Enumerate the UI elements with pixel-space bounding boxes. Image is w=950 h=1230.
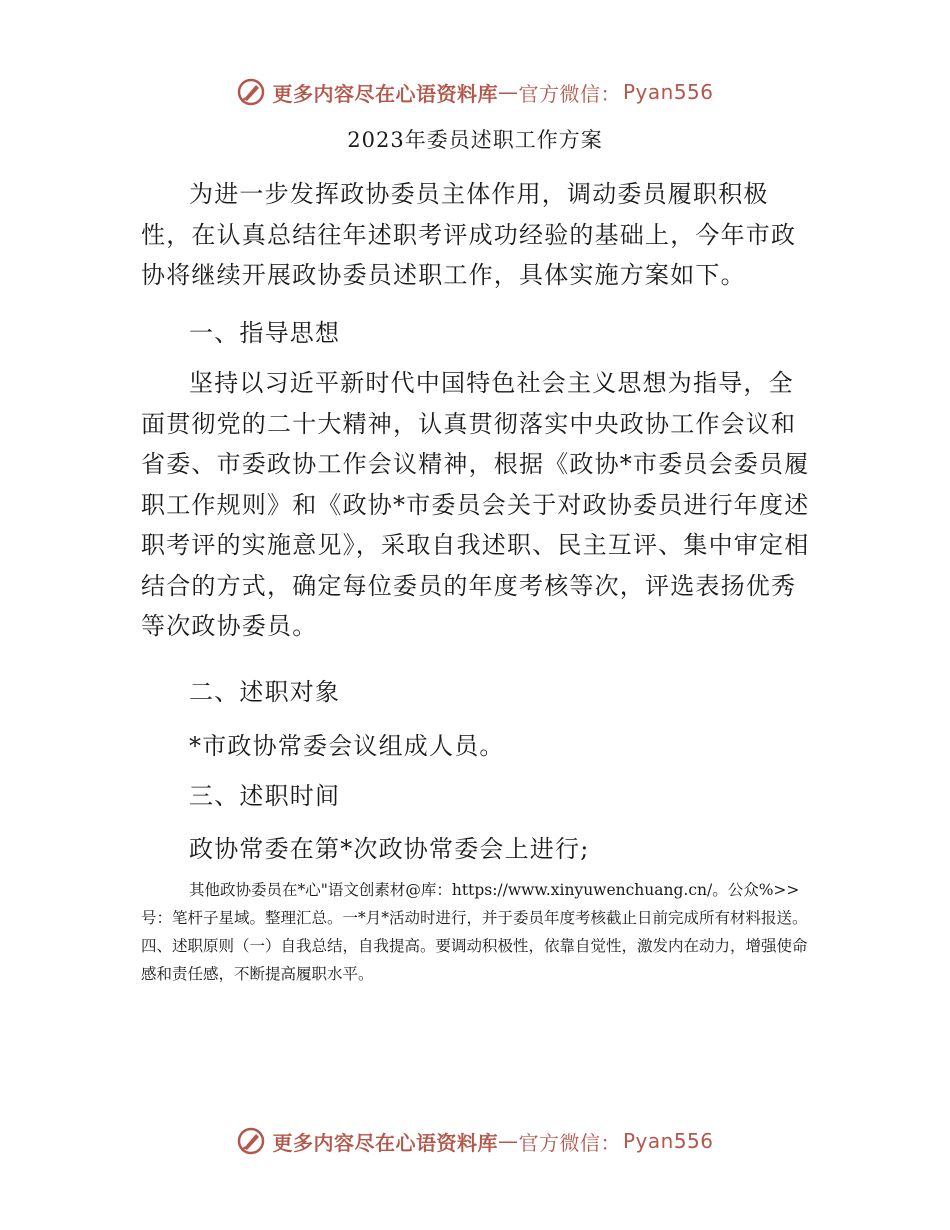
watermark-site-text: 更多内容尽在心语资料库 <box>272 1130 498 1155</box>
quill-pen-logo-icon <box>236 77 266 107</box>
quill-pen-logo-icon <box>236 1126 266 1156</box>
section-body-reporting-time: 政协常委在第*次政协常委会上进行; <box>189 835 590 863</box>
watermark-wechat-id: Pyan556 <box>622 80 714 104</box>
section-body-guiding-ideology: 坚持以习近平新时代中国特色社会主义思想为指导，全面贯彻党的二十大精神，认真贯彻落实中央政协工作会议和省委、市委政协工作会议精神，根据《政协*市委员会委员履职工作规则》和《政协*市委员会关于对政协委员进行年度述职考评的实施意见》，采取自我述职、民主互评、集中审定相结合的方式，确定每位委员的年度考核等次，评选表扬优秀等次政协委员。 <box>141 369 810 640</box>
watermark-banner-bottom <box>0 1121 950 1161</box>
section-heading-guiding-ideology: 一、指导思想 <box>189 319 341 347</box>
document-title: 2023年委员述职工作方案 <box>347 128 603 152</box>
section-heading-reporting-time: 三、述职时间 <box>189 782 341 810</box>
watermark-wechat-label: 官方微信： <box>518 1130 621 1155</box>
watermark-wechat-label: 官方微信： <box>518 81 621 106</box>
small-text-paragraph: 其他政协委员在*心"语文创素材@库：https://www.xinyuwenchuang.cn/。公众%>>号：笔杆子星域。整理汇总。一*月*活动时进行，并于委员年度考核截止日前完成所有材料报送。四、述职原则（一）自我总结，自我提高。要调动积极性，依靠自觉性，激发内在动力，增强使命感和责任感，不断提高履职水平。 <box>141 881 808 983</box>
section-heading-reporting-targets: 二、述职对象 <box>189 678 341 706</box>
watermark-dash: — <box>497 80 519 104</box>
intro-paragraph: 为进一步发挥政协委员主体作用，调动委员履职积极性，在认真总结往年述职考评成功经验的基础上，今年市政协将继续开展政协委员述职工作，具体实施方案如下。 <box>141 180 797 289</box>
section-body-reporting-targets: *市政协常委会议组成人员。 <box>189 732 505 760</box>
watermark-wechat-id: Pyan556 <box>622 1129 714 1153</box>
watermark-dash: — <box>497 1129 519 1153</box>
watermark-site-text: 更多内容尽在心语资料库 <box>272 81 498 106</box>
watermark-banner-top <box>0 72 950 112</box>
